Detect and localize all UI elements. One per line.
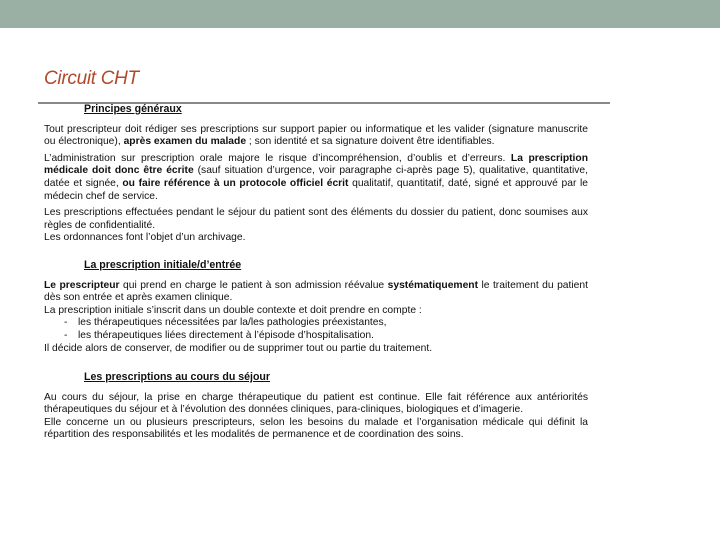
section-title-prescriptions-sejour: Les prescriptions au cours du séjour — [84, 371, 271, 384]
paragraph-text: Les ordonnances font l’objet d’un archivage. — [44, 232, 246, 244]
paragraph-text: le traitement du patient dès son entrée et après examen clinique. — [44, 279, 588, 304]
paragraph-emphasis: La prescription médicale doit donc être écrite — [44, 152, 588, 177]
slide-title: Circuit CHT — [44, 68, 139, 89]
paragraph-prescription-support — [44, 124, 588, 149]
paragraph-confidentiality — [44, 207, 588, 245]
section-title-principes: Principes généraux — [84, 103, 182, 115]
list-item: - les thérapeutiques nécessitées par la/les pathologies préexistantes, — [64, 317, 588, 330]
paragraph-emphasis: Le prescripteur — [44, 279, 120, 291]
paragraph-text: Tout prescripteur doit rédiger ses prescriptions sur support papier ou informatique et les valider (signature manuscrite ou électronique), — [44, 123, 588, 148]
top-banner — [0, 0, 720, 28]
paragraph-prise-en-charge: Au cours du séjour, la prise en charge thérapeutique du patient est continue. Elle fait référence aux antériorités thérapeutiques du séjour et à l’évolution des données cliniques, para-cliniques, biologiques et d’imagerie. — [44, 391, 588, 416]
bullet-list — [44, 317, 588, 342]
document-excerpt — [44, 103, 588, 446]
paragraph-text: qualitatif, quantitatif, daté, signé et approuvé par le médecin chef de service. — [44, 177, 588, 202]
paragraph-emphasis: ou faire référence à un protocole officiel écrit — [122, 177, 349, 189]
paragraph-emphasis: systématiquement — [387, 279, 479, 291]
section-title-prescription-initiale: La prescription initiale/d’entrée — [84, 258, 242, 271]
paragraph-text: Les prescriptions effectuées pendant le séjour du patient sont des éléments du dossier du patient, donc soumises aux règles de confidentialité. — [44, 207, 588, 231]
paragraph-text: L’administration sur prescription orale majore le risque d’incompréhension, d’oublis et d’erreurs. — [44, 152, 511, 164]
paragraph-prescripteur — [44, 280, 588, 305]
list-item: - les thérapeutiques liées directement à l’épisode d’hospitalisation. — [64, 330, 588, 343]
paragraph-text: ; son identité et sa signature doivent être identifiables. — [246, 136, 495, 148]
paragraph-oral-prescription — [44, 153, 588, 203]
paragraph-double-contexte: La prescription initiale s’inscrit dans un double contexte et doit prendre en compte : — [44, 304, 422, 316]
paragraph-text: (sauf situation d’urgence, voir paragraphe ci-après page 5), qualitative, quantitative, datée et signée, — [44, 165, 589, 189]
paragraph-text: qui prend en charge le patient à son admission réévalue — [119, 279, 388, 291]
paragraph-emphasis: après examen du malade — [123, 136, 247, 148]
paragraph-prescripteurs: Elle concerne un ou plusieurs prescripteurs, selon les besoins du malade et l’organisation médicale qui définit la répartition des responsabilités et les modalités de permanence et de coordination des soins. — [44, 416, 588, 441]
paragraph-closing: Il décide alors de conserver, de modifier ou de supprimer tout ou partie du traitement. — [44, 342, 433, 354]
